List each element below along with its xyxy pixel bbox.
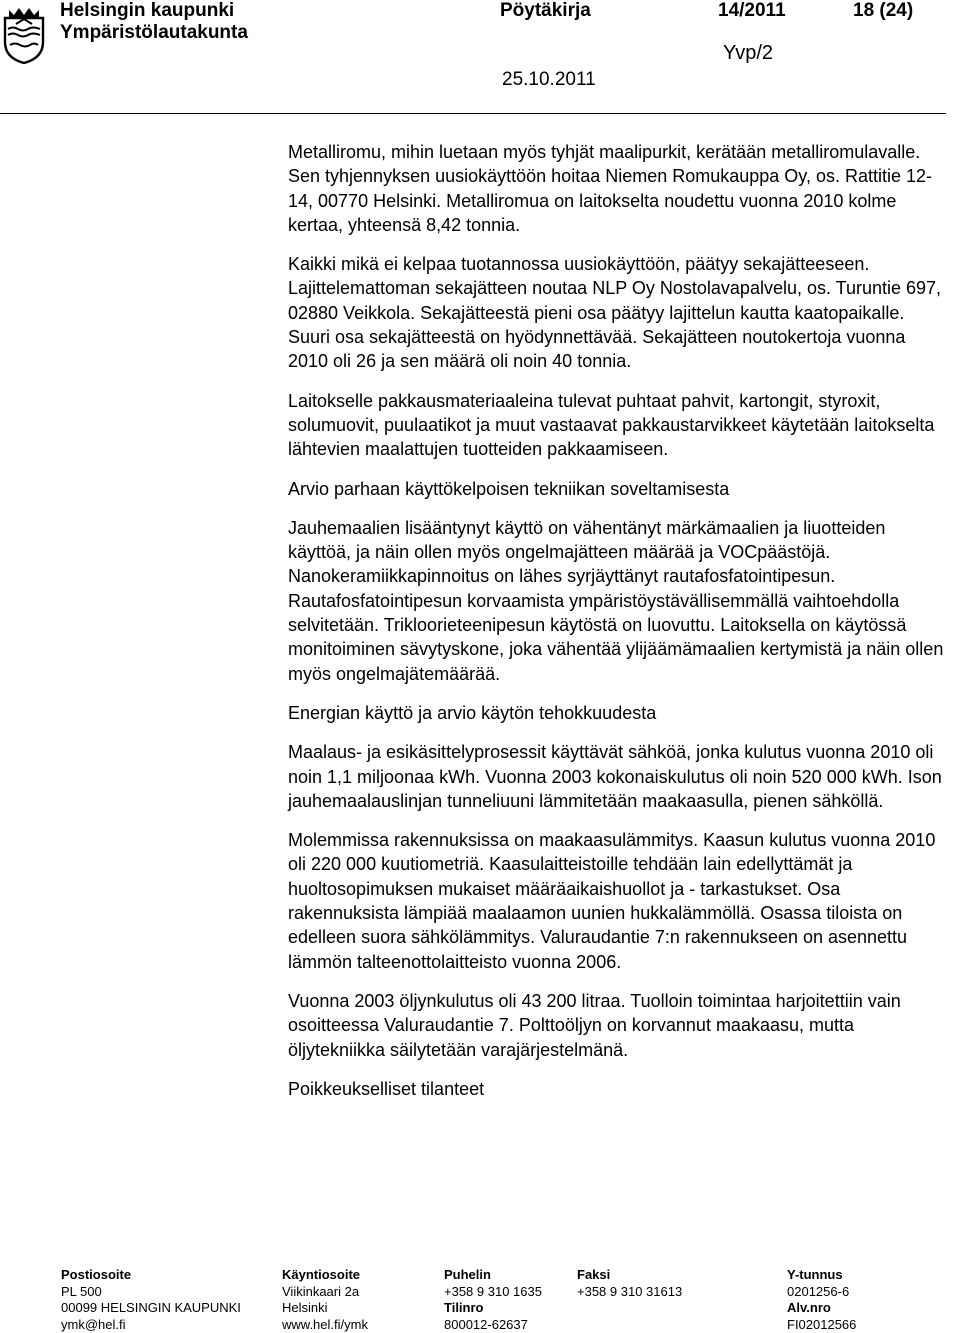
footer-line: +358 9 310 1635 <box>444 1283 542 1299</box>
paragraph: Maalaus- ja esikäsittelyprosessit käyttävät sähköä, jonka kulutus vuonna 2010 oli noin 1,1 miljoonaa kWh. Vuonna 2003 kokonaiskulutus oli noin 520 000 kWh. Ison jauhemaalauslinjan tunneliuuni lämmitetään maakaasulla, pienen sähköllä. <box>288 742 942 811</box>
footer-line: +358 9 310 31613 <box>577 1283 683 1299</box>
footer-line: PL 500 <box>61 1283 102 1299</box>
paragraph: Kaikki mikä ei kelpaa tuotannossa uusiokäyttöön, päätyy sekajätteeseen. Lajittelemattoman sekajätteen noutaa NLP Oy Nostolavapalvelu, os. Turuntie 697, 02880 Veikkola. Sekajätteestä pieni osa päätyy lajittelun kautta kaatopaikalle. Suuri osa sekajätteestä on hyödynnettävää. Sekajätteen noutokertoja vuonna 2010 oli 26 ja sen määrä oli noin 40 tonnia. <box>288 254 942 372</box>
footer-visiting-address <box>282 1267 368 1333</box>
footer-line: 0201256-6 <box>787 1283 850 1299</box>
document-date: 25.10.2011 <box>502 69 596 90</box>
footer-line: Viikinkaari 2a <box>282 1283 360 1299</box>
footer-heading: Faksi <box>577 1267 611 1282</box>
page-footer <box>0 1267 960 1332</box>
section-code: Yvp/2 <box>723 42 774 64</box>
footer-line: 800012-62637 <box>444 1316 528 1332</box>
organization-name: Helsingin kaupunki <box>60 0 235 21</box>
footer-heading: Alv.nro <box>787 1300 831 1316</box>
footer-heading: Käyntiosoite <box>282 1267 361 1282</box>
section-heading: Arvio parhaan käyttökelpoisen tekniikan soveltamisesta <box>288 478 730 499</box>
paragraph: Molemmissa rakennuksissa on maakaasulämmitys. Kaasun kulutus vuonna 2010 oli 220 000 kuutiometriä. Kaasulaitteistoille tehdään lain edellyttämät ja huoltosopimuksen mukaiset määräaikaishuollot ja - tarkastukset. Osa rakennuksista lämpiää maalaamon uunien hukkalämmöllä. Osassa tiloista on edelleen suora sähkölämmitys. Valuraudantie 7:n rakennukseen on asennettu lämmön talteenottolaitteisto vuonna 2006. <box>288 830 936 972</box>
footer-heading: Puhelin <box>444 1267 491 1282</box>
footer-website-link[interactable]: www.hel.fi/ymk <box>282 1316 368 1332</box>
document-number: 14/2011 <box>718 0 786 21</box>
paragraph: Vuonna 2003 öljynkulutus oli 43 200 litraa. Tuolloin toimintaa harjoitettiin vain osoitteessa Valuraudantie 7. Polttoöljyn on korvannut maakaasu, mutta öljytekniikka säilytetään varajärjestelmänä. <box>288 990 901 1060</box>
footer-heading: Y-tunnus <box>787 1267 843 1282</box>
paragraph: Metalliromu, mihin luetaan myös tyhjät maalipurkit, kerätään metalliromulavalle. Sen tyhjennyksen uusiokäyttöön hoitaa Niemen Romukauppa Oy, os. Rattitie 12-14, 00770 Helsinki. Metalliromua on laitokselta noudettu vuonna 2010 kolme kertaa, yhteensä 8,42 tonnia. <box>288 142 933 235</box>
section-heading: Poikkeukselliset tilanteet <box>288 1078 485 1099</box>
footer-line: 00099 HELSINGIN KAUPUNKI <box>61 1300 241 1316</box>
organization-unit: Ympäristölautakunta <box>60 22 248 43</box>
document-type: Pöytäkirja <box>500 0 591 21</box>
document-body <box>288 140 948 1116</box>
footer-line: FI02012566 <box>787 1316 857 1332</box>
footer-heading: Postiosoite <box>61 1267 132 1282</box>
header-divider <box>0 113 946 114</box>
footer-business-id <box>787 1267 856 1333</box>
footer-line: Helsinki <box>282 1300 328 1316</box>
footer-postal-address <box>61 1267 241 1333</box>
paragraph: Laitokselle pakkausmateriaaleina tulevat puhtaat pahvit, kartongit, styroxit, solumuovit, puulaatikot ja muut vastaavat pakkaustarvikkeet käytetään laitokselta lähtevien maalattujen tuotteiden pakkaamiseen. <box>288 390 935 460</box>
section-heading: Energian käyttö ja arvio käytön tehokkuudesta <box>288 702 657 723</box>
footer-heading: Tilinro <box>444 1300 484 1316</box>
paragraph: Jauhemaalien lisääntynyt käyttö on vähentänyt märkämaalien ja liuotteiden käyttöä, ja näin ollen myös ongelmajätteen määrää ja VOCpäästöjä. Nanokeramiikkapinnoitus on lähes syrjäyttänyt rautafosfatointipesun. Rautafosfatointipesun korvaamista ympäristöystävällisemmällä vaihtoehdolla selvitetään. Trikloorieteenipesun käytöstä on luovuttu. Laitoksella on käytössä monitoiminen sävytyskone, joka vähentää ylijäämämaalien kertymistä ja näin ollen myös ongelmajätemäärää. <box>288 517 944 684</box>
footer-fax <box>577 1267 682 1300</box>
helsinki-crest-icon <box>2 2 46 64</box>
footer-phone <box>444 1267 542 1333</box>
footer-email-link[interactable]: ymk@hel.fi <box>61 1316 126 1332</box>
page-number: 18 (24) <box>853 0 914 21</box>
